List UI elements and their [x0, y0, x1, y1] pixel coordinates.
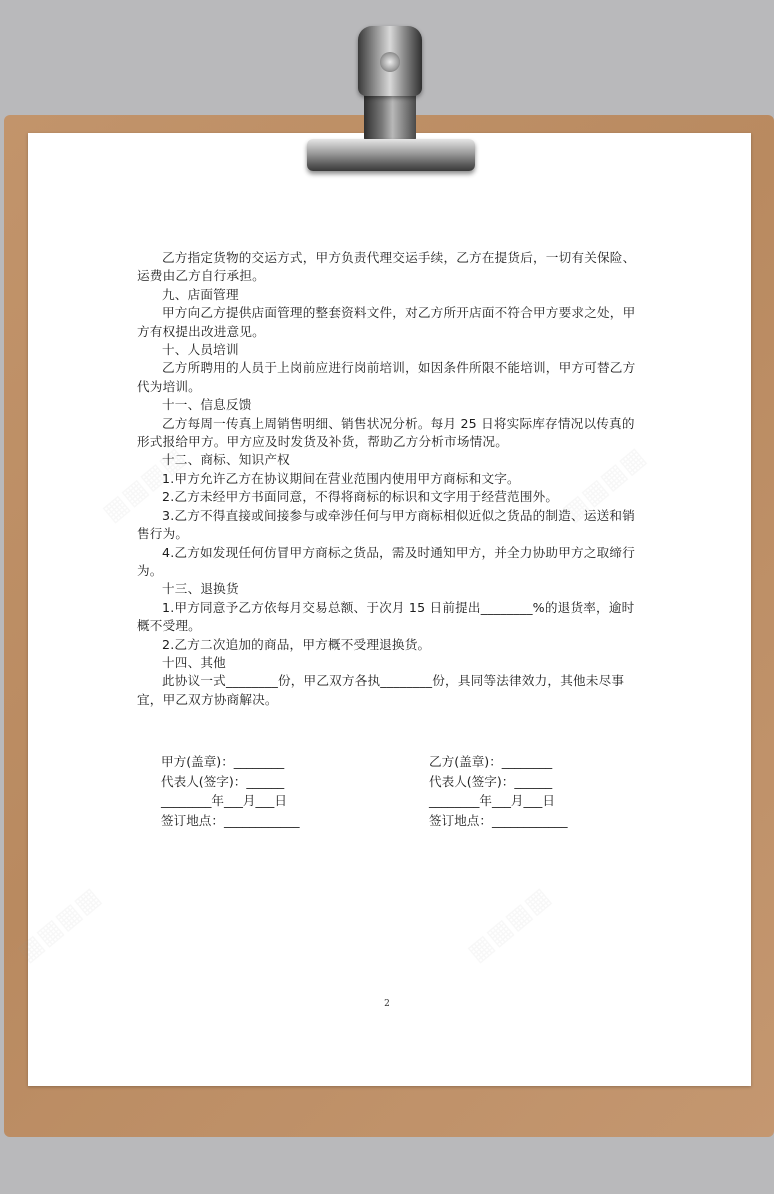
section-heading: 九、店面管理 — [162, 286, 239, 302]
party-b-seal: 乙方(盖章)：________ — [429, 754, 553, 769]
party-b-date: ________年___月___日 — [429, 793, 555, 808]
clause: 2.乙方未经甲方书面同意，不得将商标的标识和文字用于经营范围外。 — [162, 489, 559, 505]
clause: 1.甲方同意予乙方依每月交易总额、于次月 15 日前提出________%的退货率，逾时概不受理。 — [137, 599, 635, 634]
clause: 2.乙方二次追加的商品，甲方概不受理退换货。 — [162, 636, 431, 652]
page-number: 2 — [384, 999, 390, 1009]
paragraph: 甲方向乙方提供店面管理的整套资料文件，对乙方所开店面不符合甲方要求之处，甲方有权提出改进意见。 — [137, 305, 636, 339]
binder-clip-jaw — [307, 139, 475, 171]
party-a-date: ________年___月___日 — [161, 793, 287, 808]
section-heading: 十、人员培训 — [162, 342, 239, 358]
party-b-signature-block — [429, 752, 568, 830]
clause: 4.乙方如发现任何仿冒甲方商标之货品，需及时通知甲方，并全力协助甲方之取缔行为。 — [137, 544, 635, 578]
party-a-signature-block — [161, 752, 300, 830]
clause: 3.乙方不得直接或间接参与或牵涉任何与甲方商标相似近似之货品的制造、运送和销售行为。 — [137, 507, 635, 542]
party-b-place: 签订地点：____________ — [429, 812, 568, 828]
party-b-representative: 代表人(签字)：______ — [429, 773, 553, 789]
paragraph: 此协议一式________份，甲乙双方各执________份，具同等法律效力，其他未尽事宜，甲乙双方协商解决。 — [137, 673, 625, 707]
section-heading: 十三、退换货 — [162, 581, 239, 597]
party-a-seal: 甲方(盖章)：________ — [161, 754, 285, 769]
section-heading: 十二、商标、知识产权 — [162, 452, 290, 468]
party-a-place: 签订地点：____________ — [161, 812, 300, 828]
document-body — [137, 249, 637, 709]
section-heading: 十一、信息反馈 — [162, 397, 252, 413]
party-a-representative: 代表人(签字)：______ — [161, 773, 285, 789]
section-heading: 十四、其他 — [162, 654, 226, 670]
clause: 1.甲方允许乙方在协议期间在营业范围内使用甲方商标和文字。 — [162, 470, 520, 486]
binder-clip-arm — [364, 90, 416, 142]
paragraph: 乙方指定货物的交运方式，甲方负责代理交运手续，乙方在提货后，一切有关保险、运费由乙方自行承担。 — [137, 250, 636, 284]
paragraph: 乙方每周一传真上周销售明细、销售状况分析。每月 25 日将实际库存情况以传真的形式报给甲方。甲方应及时发货及补货，帮助乙方分析市场情况。 — [137, 415, 635, 450]
paragraph: 乙方所聘用的人员于上岗前应进行岗前培训，如因条件所限不能培训，甲方可替乙方代为培训。 — [137, 360, 636, 394]
binder-clip-hole — [380, 52, 400, 72]
